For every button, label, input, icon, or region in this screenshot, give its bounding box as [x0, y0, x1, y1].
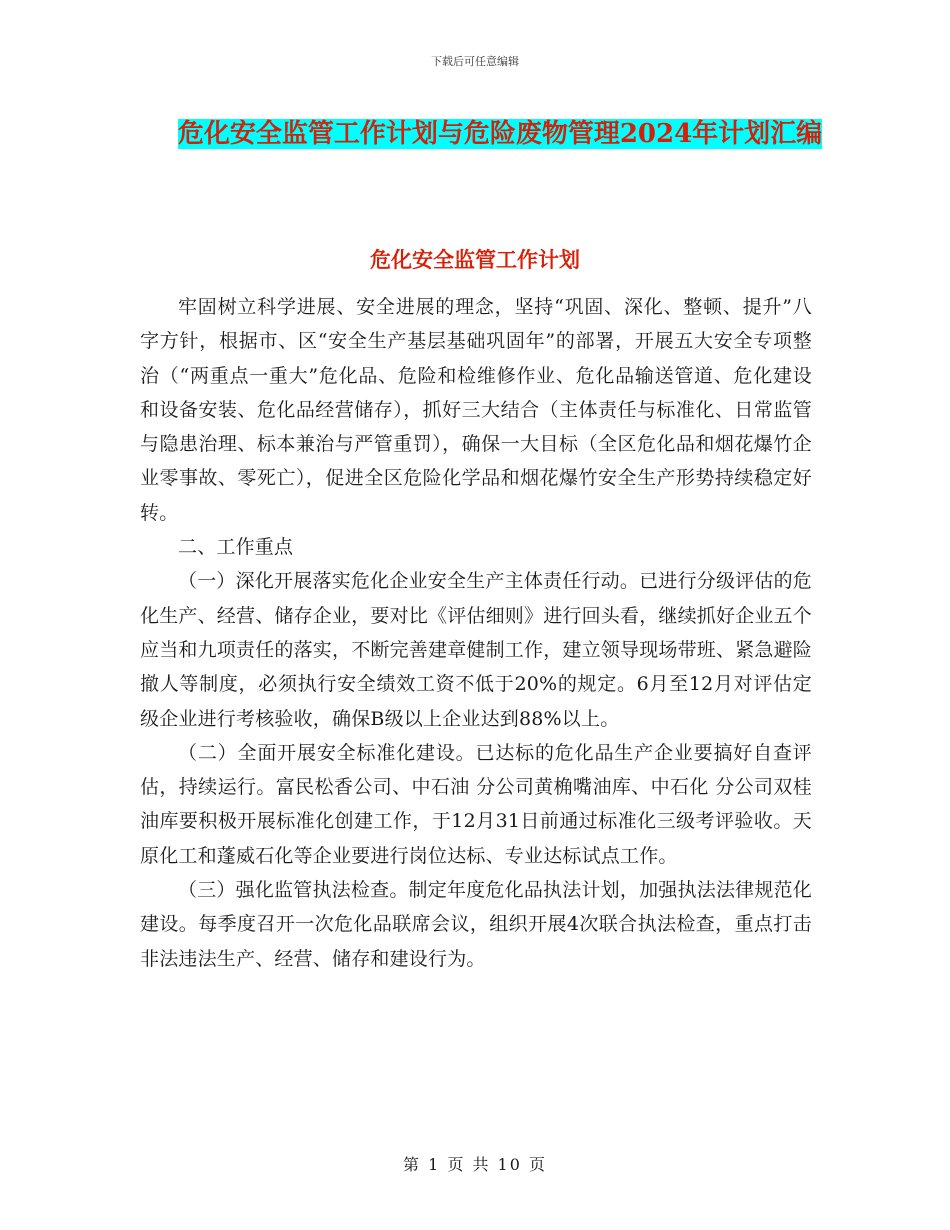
header-note: 下载后可任意编辑 [431, 55, 519, 68]
paragraph: （二）全面开展安全标准化建设。已达标的危化品生产企业要搞好自查评估，持续运行。富民松香公司、中石油 分公司黄桷嘴油库、中石化 分公司双桂油库要积极开展标准化创建工作，于12月31日前通过标准化三级考评验收。天原化工和蓬威石化等企业要进行岗位达标、专业达标试点工作。 [140, 741, 812, 867]
document-title-text: 危化安全监管工作计划与危险废物管理2024年计划汇编 [177, 119, 823, 149]
document-title [140, 112, 860, 156]
section-title: 危化安全监管工作计划 [370, 247, 580, 272]
paragraph-heading: 二、工作重点 [178, 536, 294, 559]
page-number-footer: 第 1 页 共 10 页 [403, 1155, 547, 1174]
paragraph: 牢固树立科学进展、安全进展的理念，坚持“巩固、深化、整顿、提升”八字方针，根据市、区“安全生产基层基础巩固年”的部署，开展五大安全专项整治（“两重点一重大”危化品、危险和检维修作业、危化品输送管道、危化建设和设备安装、危化品经营储存），抓好三大结合（主体责任与标准化、日常监管与隐患治理、标本兼治与严管重罚），确保一大目标（全区危化品和烟花爆竹企业零事故、零死亡），促进全区危险化学品和烟花爆竹安全生产形势持续稳定好转。 [140, 296, 812, 524]
body-text [140, 290, 812, 976]
paragraph: （一）深化开展落实危化企业安全生产主体责任行动。已进行分级评估的危化生产、经营、储存企业，要对比《评估细则》进行回头看，继续抓好企业五个应当和九项责任的落实，不断完善建章健制工作，建立领导现场带班、紧急避险撤人等制度，必须执行安全绩效工资不低于20%的规定。6月至12月对评估定级企业进行考核验收，确保B级以上企业达到88%以上。 [140, 570, 813, 730]
paragraph: （三）强化监管执法检查。制定年度危化品执法计划，加强执法法律规范化建设。每季度召开一次危化品联席会议，组织开展4次联合执法检查，重点打击非法违法生产、经营、储存和建设行为。 [140, 879, 812, 970]
